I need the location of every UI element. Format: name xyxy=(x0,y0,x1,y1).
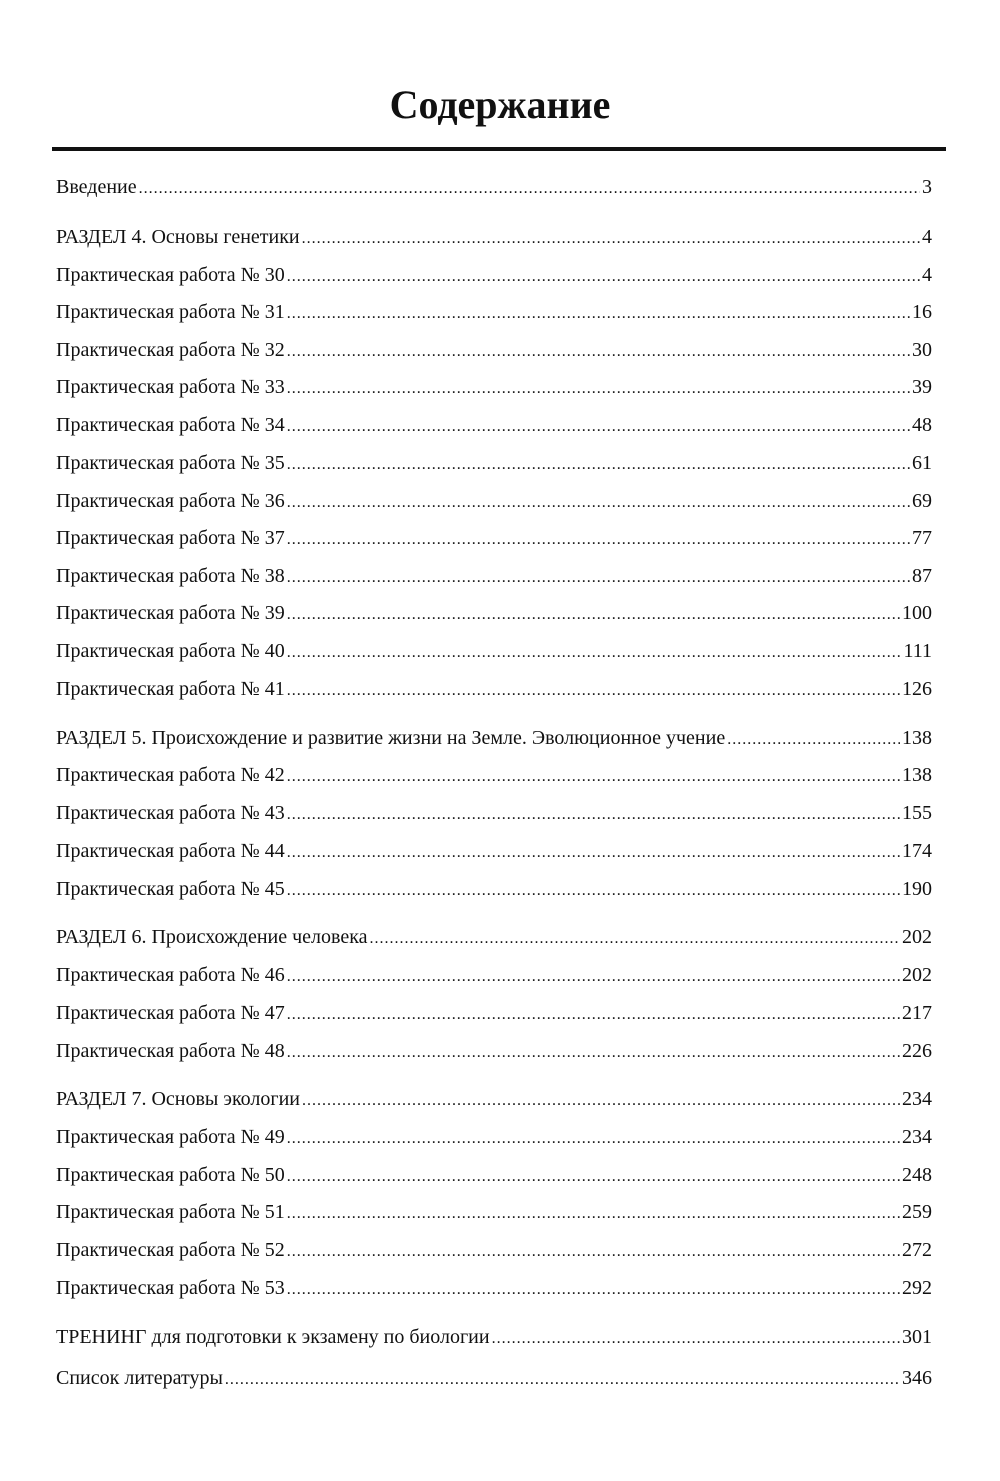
toc-label: Практическая работа № 52 xyxy=(56,1239,285,1261)
toc-entry-work-38[interactable] xyxy=(56,561,932,591)
dot-leader xyxy=(287,450,910,480)
toc-entry-work-53[interactable] xyxy=(56,1273,932,1303)
toc-entry-work-51[interactable] xyxy=(56,1197,932,1227)
toc-label: Практическая работа № 45 xyxy=(56,878,285,900)
toc-entry-work-40[interactable] xyxy=(56,636,932,666)
dot-leader xyxy=(287,638,902,668)
toc-label: Практическая работа № 39 xyxy=(56,602,285,624)
dot-leader xyxy=(727,725,900,755)
dot-leader xyxy=(287,525,910,555)
toc-label: Практическая работа № 44 xyxy=(56,840,285,862)
toc-label: ТРЕНИНГ для подготовки к экзамену по биологии xyxy=(56,1326,490,1348)
toc-label: РАЗДЕЛ 5. Происхождение и развитие жизни на Земле. Эволюционное учение xyxy=(56,727,726,749)
dot-leader xyxy=(287,676,900,706)
toc-entry-work-32[interactable] xyxy=(56,335,932,365)
toc-page-number: 4 xyxy=(922,264,932,286)
dot-leader xyxy=(287,412,910,442)
dot-leader xyxy=(287,762,900,792)
toc-label: Практическая работа № 40 xyxy=(56,640,285,662)
dot-leader xyxy=(287,374,910,404)
toc-label: Практическая работа № 31 xyxy=(56,301,285,323)
toc-entry-work-43[interactable] xyxy=(56,798,932,828)
toc-page-number: 77 xyxy=(912,527,932,549)
toc-entry-work-33[interactable] xyxy=(56,372,932,402)
dot-leader xyxy=(287,876,900,906)
toc-page-number: 259 xyxy=(902,1201,932,1223)
toc-label: Практическая работа № 33 xyxy=(56,376,285,398)
page-title: Содержание xyxy=(389,82,611,127)
dot-leader xyxy=(287,488,910,518)
toc-label: Практическая работа № 53 xyxy=(56,1277,285,1299)
toc-page-number: 155 xyxy=(902,802,932,824)
dot-leader xyxy=(287,838,900,868)
toc-entry-work-39[interactable] xyxy=(56,598,932,628)
toc-page-number: 226 xyxy=(902,1040,932,1062)
toc-page-number: 346 xyxy=(902,1367,932,1389)
dot-leader xyxy=(287,1162,900,1192)
toc-page-number: 202 xyxy=(902,964,932,986)
toc-page-number: 272 xyxy=(902,1239,932,1261)
dot-leader xyxy=(287,1199,900,1229)
dot-leader xyxy=(287,1275,900,1305)
toc-page-number: 174 xyxy=(902,840,932,862)
toc-label: Практическая работа № 46 xyxy=(56,964,285,986)
toc-page-number: 126 xyxy=(902,678,932,700)
dot-leader xyxy=(287,800,900,830)
toc-page-number: 87 xyxy=(912,565,932,587)
toc-label: Практическая работа № 49 xyxy=(56,1126,285,1148)
dot-leader xyxy=(287,337,910,367)
toc-label: РАЗДЕЛ 4. Основы генетики xyxy=(56,226,300,248)
toc-entry-work-41[interactable] xyxy=(56,674,932,704)
toc-page-number: 202 xyxy=(902,926,932,948)
toc-label: Практическая работа № 36 xyxy=(56,490,285,512)
dot-leader xyxy=(370,924,900,954)
toc-label: Практическая работа № 47 xyxy=(56,1002,285,1024)
toc-entry-work-35[interactable] xyxy=(56,448,932,478)
toc-label: Практическая работа № 51 xyxy=(56,1201,285,1223)
dot-leader xyxy=(287,1038,900,1068)
toc-entry-references[interactable] xyxy=(56,1363,932,1393)
toc-page-number: 16 xyxy=(912,301,932,323)
toc-page-number: 138 xyxy=(902,764,932,786)
toc-label: Практическая работа № 35 xyxy=(56,452,285,474)
toc-page-number: 4 xyxy=(922,226,932,248)
toc-entry-work-31[interactable] xyxy=(56,297,932,327)
toc-page-number: 30 xyxy=(912,339,932,361)
toc-label: Практическая работа № 34 xyxy=(56,414,285,436)
toc-label: Список литературы xyxy=(56,1367,223,1389)
toc-label: Практическая работа № 50 xyxy=(56,1164,285,1186)
dot-leader xyxy=(225,1365,900,1395)
toc-label: Практическая работа № 38 xyxy=(56,565,285,587)
toc-entry-work-46[interactable] xyxy=(56,960,932,990)
toc-page-number: 48 xyxy=(912,414,932,436)
toc-entry-work-47[interactable] xyxy=(56,998,932,1028)
toc-page-number: 69 xyxy=(912,490,932,512)
dot-leader xyxy=(287,299,910,329)
toc-entry-work-34[interactable] xyxy=(56,410,932,440)
toc-label: РАЗДЕЛ 7. Основы экологии xyxy=(56,1088,300,1110)
toc-label: Практическая работа № 30 xyxy=(56,264,285,286)
dot-leader xyxy=(302,1086,900,1116)
toc-label: Практическая работа № 41 xyxy=(56,678,285,700)
toc-page-number: 234 xyxy=(902,1126,932,1148)
toc-entry-work-30[interactable] xyxy=(56,260,932,290)
toc-label: Практическая работа № 48 xyxy=(56,1040,285,1062)
toc-page-number: 292 xyxy=(902,1277,932,1299)
toc-entry-work-52[interactable] xyxy=(56,1235,932,1265)
toc-page-number: 61 xyxy=(912,452,932,474)
toc-page-number: 217 xyxy=(902,1002,932,1024)
dot-leader xyxy=(139,174,920,204)
dot-leader xyxy=(302,224,920,254)
toc-entry-section-4[interactable] xyxy=(56,222,932,252)
toc-page-number: 190 xyxy=(902,878,932,900)
dot-leader xyxy=(287,1124,900,1154)
toc-entry-section-6[interactable] xyxy=(56,922,932,952)
toc-entry-section-5[interactable] xyxy=(56,723,932,753)
toc-page-number: 234 xyxy=(902,1088,932,1110)
dot-leader xyxy=(287,1237,900,1267)
toc-entry-work-48[interactable] xyxy=(56,1036,932,1066)
dot-leader xyxy=(287,1000,900,1030)
dot-leader xyxy=(287,600,900,630)
toc-entry-work-36[interactable] xyxy=(56,486,932,516)
dot-leader xyxy=(287,563,910,593)
dot-leader xyxy=(287,962,900,992)
toc-entry-work-37[interactable] xyxy=(56,523,932,553)
dot-leader xyxy=(287,262,920,292)
toc-entry-work-42[interactable] xyxy=(56,760,932,790)
toc-entry-work-44[interactable] xyxy=(56,836,932,866)
toc-page-number: 138 xyxy=(902,727,932,749)
toc-label: Практическая работа № 32 xyxy=(56,339,285,361)
toc-label: Практическая работа № 43 xyxy=(56,802,285,824)
title-rule xyxy=(52,147,946,151)
toc-entry-work-45[interactable] xyxy=(56,874,932,904)
toc-entry-work-49[interactable] xyxy=(56,1122,932,1152)
toc-label: Введение xyxy=(56,176,137,198)
toc-label: Практическая работа № 37 xyxy=(56,527,285,549)
toc-page-number: 248 xyxy=(902,1164,932,1186)
toc-page-number: 100 xyxy=(902,602,932,624)
dot-leader xyxy=(492,1324,900,1354)
toc-page-number: 111 xyxy=(903,640,932,662)
toc-entry-section-7[interactable] xyxy=(56,1084,932,1114)
toc-page-number: 3 xyxy=(922,176,932,198)
toc-entry-introduction[interactable] xyxy=(56,172,932,202)
toc-entry-work-50[interactable] xyxy=(56,1160,932,1190)
toc-page-number: 39 xyxy=(912,376,932,398)
toc-entry-training[interactable] xyxy=(56,1322,932,1352)
toc-page-number: 301 xyxy=(902,1326,932,1348)
toc-label: РАЗДЕЛ 6. Происхождение человека xyxy=(56,926,368,948)
toc-label: Практическая работа № 42 xyxy=(56,764,285,786)
